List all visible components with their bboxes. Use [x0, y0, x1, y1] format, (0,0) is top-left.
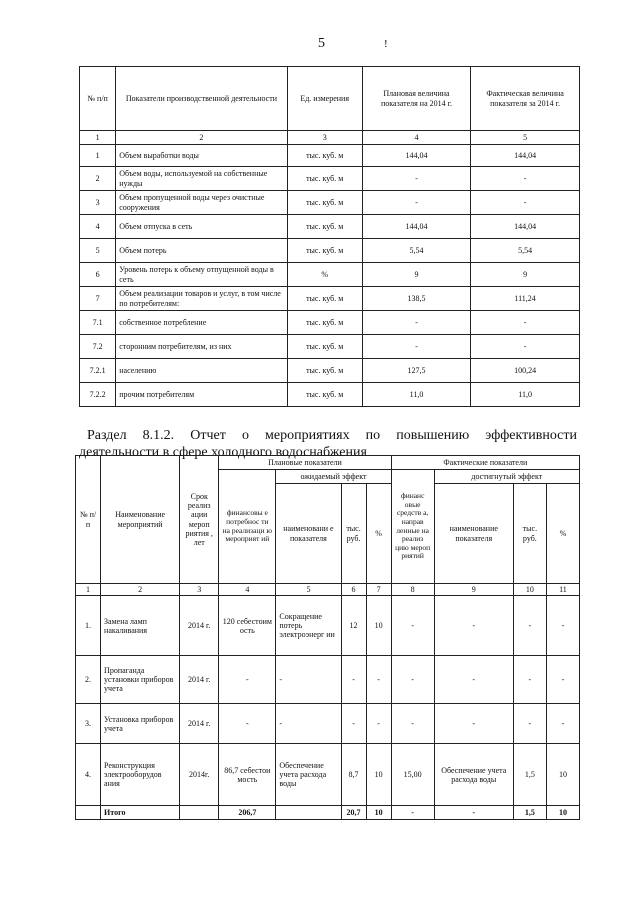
- t1-index-cell: 1: [80, 131, 116, 145]
- planned-value: -: [362, 191, 470, 215]
- row-number: 4: [80, 215, 116, 239]
- fin-need: 86,7 себестои мость: [219, 744, 276, 806]
- planned-value: 11,0: [362, 383, 470, 407]
- indicator-name: Обеспечение учета расхода воды: [276, 744, 341, 806]
- total-thousand-rub: 20,7: [341, 806, 366, 820]
- thousand-rub: 12: [341, 596, 366, 656]
- row-number: 7.1: [80, 311, 116, 335]
- actual-value: -: [471, 335, 580, 359]
- unit: тыс. куб. м: [287, 167, 362, 191]
- table-row: [76, 656, 580, 704]
- t1-header-indicator: Показатели производственной деятельности: [116, 67, 287, 131]
- indicator-name: Объем выработки воды: [116, 145, 287, 167]
- indicator-name: Сокращение потерь электроэнерг ии: [276, 596, 341, 656]
- table-row: [80, 145, 580, 167]
- row-number: 2: [80, 167, 116, 191]
- total-row-number: [76, 806, 101, 820]
- actual-value: 11,0: [471, 383, 580, 407]
- row-number: 3.: [76, 704, 101, 744]
- table-row: [76, 744, 580, 806]
- t2-index-cell: 7: [366, 584, 391, 596]
- t2-header-fin-funds: финанс овые средств а, направ ленные на реализ цию мероп риятий: [391, 470, 434, 584]
- achieved-indicator: -: [434, 596, 513, 656]
- row-number: 5: [80, 239, 116, 263]
- row-number: 3: [80, 191, 116, 215]
- measure-name: Реконструкция электрооборудов ания: [101, 744, 180, 806]
- achieved-thousand-rub: -: [513, 596, 546, 656]
- unit: тыс. куб. м: [287, 359, 362, 383]
- achieved-percent: 10: [546, 744, 579, 806]
- indicator-name: Уровень потерь к объему отпущенной воды в сеть: [116, 263, 287, 287]
- indicator-name: собственное потребление: [116, 311, 287, 335]
- indicator-name: сторонним потребителям, из них: [116, 335, 287, 359]
- table-row: [80, 215, 580, 239]
- t2-index-cell: 11: [546, 584, 579, 596]
- percent: -: [366, 656, 391, 704]
- fin-need: -: [219, 704, 276, 744]
- total-fin-need: 206,7: [219, 806, 276, 820]
- t2-header-actual: Фактические показатели: [391, 456, 579, 470]
- total-achieved-indicator: -: [434, 806, 513, 820]
- section-heading-line2: деятельности в сфере холодного водоснабжения: [79, 445, 367, 460]
- t2-header-percent-actual: %: [546, 484, 579, 584]
- indicator-name: -: [276, 704, 341, 744]
- row-number: 1: [80, 145, 116, 167]
- t2-index-cell: 2: [101, 584, 180, 596]
- t2-header-planned: Плановые показатели: [219, 456, 391, 470]
- row-number: 7.2.2: [80, 383, 116, 407]
- indicator-name: Объем потерь: [116, 239, 287, 263]
- unit: тыс. куб. м: [287, 191, 362, 215]
- t1-header-planned: Плановая величина показателя на 2014 г.: [362, 67, 470, 131]
- actual-value: -: [471, 191, 580, 215]
- t2-header-indicator-name: наименовани е показателя: [276, 484, 341, 584]
- row-number: 7: [80, 287, 116, 311]
- percent: 10: [366, 596, 391, 656]
- thousand-rub: 8,7: [341, 744, 366, 806]
- t2-header-term: Срок реализ ации мероп риятия , лет: [180, 456, 219, 584]
- indicator-name: Объем пропущенной воды через очистные сооружения: [116, 191, 287, 215]
- term: 2014 г.: [180, 656, 219, 704]
- term: 2014г.: [180, 744, 219, 806]
- t2-header-thousand-rub: тыс. руб.: [341, 484, 366, 584]
- planned-value: -: [362, 335, 470, 359]
- total-achieved-thousand-rub: 1,5: [513, 806, 546, 820]
- t1-header-num: № п/п: [80, 67, 116, 131]
- achieved-indicator: -: [434, 704, 513, 744]
- actual-value: 144,04: [471, 215, 580, 239]
- total-term: [180, 806, 219, 820]
- achieved-indicator: -: [434, 656, 513, 704]
- actual-value: -: [471, 311, 580, 335]
- thousand-rub: -: [341, 704, 366, 744]
- unit: %: [287, 263, 362, 287]
- table-row: [80, 335, 580, 359]
- fin-funds: -: [391, 704, 434, 744]
- planned-value: -: [362, 311, 470, 335]
- t2-header-indicator-name-actual: наименование показателя: [434, 484, 513, 584]
- indicator-name: населению: [116, 359, 287, 383]
- t2-index-cell: 6: [341, 584, 366, 596]
- t2-index-cell: 5: [276, 584, 341, 596]
- actual-value: 9: [471, 263, 580, 287]
- unit: тыс. куб. м: [287, 239, 362, 263]
- row-number: 4.: [76, 744, 101, 806]
- unit: тыс. куб. м: [287, 311, 362, 335]
- unit: тыс. куб. м: [287, 145, 362, 167]
- percent: 10: [366, 744, 391, 806]
- actual-value: 5,54: [471, 239, 580, 263]
- percent: -: [366, 704, 391, 744]
- measure-name: Установка приборов учета: [101, 704, 180, 744]
- total-indicator-name: [276, 806, 341, 820]
- t1-header-actual: Фактическая величина показателя за 2014 г.: [471, 67, 580, 131]
- t2-index-cell: 10: [513, 584, 546, 596]
- t2-header-name: Наименование мероприятий: [101, 456, 180, 584]
- table-row: [80, 359, 580, 383]
- indicator-name: Объем воды, используемой на собственные нужды: [116, 167, 287, 191]
- table-row: [80, 239, 580, 263]
- t2-header-num: № п/ п: [76, 456, 101, 584]
- planned-value: 9: [362, 263, 470, 287]
- indicator-name: Объем реализации товаров и услуг, в том числе по потребителям:: [116, 287, 287, 311]
- term: 2014 г.: [180, 704, 219, 744]
- table-row: [80, 383, 580, 407]
- actual-value: 144,04: [471, 145, 580, 167]
- unit: тыс. куб. м: [287, 383, 362, 407]
- table-row: [80, 287, 580, 311]
- total-fin-funds: -: [391, 806, 434, 820]
- indicator-name: прочим потребителям: [116, 383, 287, 407]
- term: 2014 г.: [180, 596, 219, 656]
- fin-funds: -: [391, 656, 434, 704]
- t2-index-cell: 9: [434, 584, 513, 596]
- total-measure-name: Итого: [101, 806, 180, 820]
- row-number: 2.: [76, 656, 101, 704]
- t2-header-thousand-rub-actual: тыс. руб.: [513, 484, 546, 584]
- unit: тыс. куб. м: [287, 335, 362, 359]
- achieved-percent: -: [546, 704, 579, 744]
- achieved-thousand-rub: 1,5: [513, 744, 546, 806]
- actual-value: 111,24: [471, 287, 580, 311]
- total-percent: 10: [366, 806, 391, 820]
- measure-name: Замена ламп накаливания: [101, 596, 180, 656]
- efficiency-measures-table: [75, 455, 580, 820]
- fin-funds: 15,00: [391, 744, 434, 806]
- fin-funds: -: [391, 596, 434, 656]
- section-heading-line1: Раздел 8.1.2. Отчет о мероприятиях по повышению эффективности: [87, 428, 577, 443]
- t2-header-achieved: достигнутый эффект: [434, 470, 579, 484]
- page-number: 5: [318, 36, 325, 51]
- achieved-percent: -: [546, 596, 579, 656]
- thousand-rub: -: [341, 656, 366, 704]
- planned-value: -: [362, 167, 470, 191]
- table-row: [76, 704, 580, 744]
- planned-value: 5,54: [362, 239, 470, 263]
- t2-header-fin-need: финансовы е потребнос ти на реализаци ю мероприят ий: [219, 470, 276, 584]
- planned-value: 144,04: [362, 145, 470, 167]
- production-indicators-table: [79, 66, 580, 407]
- t2-index-cell: 3: [180, 584, 219, 596]
- actual-value: 100,24: [471, 359, 580, 383]
- t2-index-cell: 8: [391, 584, 434, 596]
- t1-index-cell: 5: [471, 131, 580, 145]
- row-number: 7.2.1: [80, 359, 116, 383]
- achieved-thousand-rub: -: [513, 704, 546, 744]
- planned-value: 127,5: [362, 359, 470, 383]
- achieved-indicator: Обеспечение учета расхода воды: [434, 744, 513, 806]
- unit: тыс. куб. м: [287, 215, 362, 239]
- t2-header-percent: %: [366, 484, 391, 584]
- row-number: 6: [80, 263, 116, 287]
- fin-need: -: [219, 656, 276, 704]
- t1-index-cell: 2: [116, 131, 287, 145]
- actual-value: -: [471, 167, 580, 191]
- corner-mark: !: [384, 38, 388, 50]
- total-achieved-percent: 10: [546, 806, 579, 820]
- planned-value: 144,04: [362, 215, 470, 239]
- t1-index-cell: 3: [287, 131, 362, 145]
- t1-index-cell: 4: [362, 131, 470, 145]
- t2-header-expected: ожидаемый эффект: [276, 470, 391, 484]
- row-number: 7.2: [80, 335, 116, 359]
- row-number: 1.: [76, 596, 101, 656]
- unit: тыс. куб. м: [287, 287, 362, 311]
- measure-name: Пропаганда установки приборов учета: [101, 656, 180, 704]
- t1-header-unit: Ед. измерения: [287, 67, 362, 131]
- table-row: [80, 311, 580, 335]
- t2-total-row: [76, 806, 580, 820]
- planned-value: 138,5: [362, 287, 470, 311]
- achieved-percent: -: [546, 656, 579, 704]
- t2-index-cell: 1: [76, 584, 101, 596]
- table-row: [80, 191, 580, 215]
- achieved-thousand-rub: -: [513, 656, 546, 704]
- fin-need: 120 себестоим ость: [219, 596, 276, 656]
- table-row: [80, 167, 580, 191]
- indicator-name: Объем отпуска в сеть: [116, 215, 287, 239]
- indicator-name: -: [276, 656, 341, 704]
- t2-index-cell: 4: [219, 584, 276, 596]
- table-row: [80, 263, 580, 287]
- table-row: [76, 596, 580, 656]
